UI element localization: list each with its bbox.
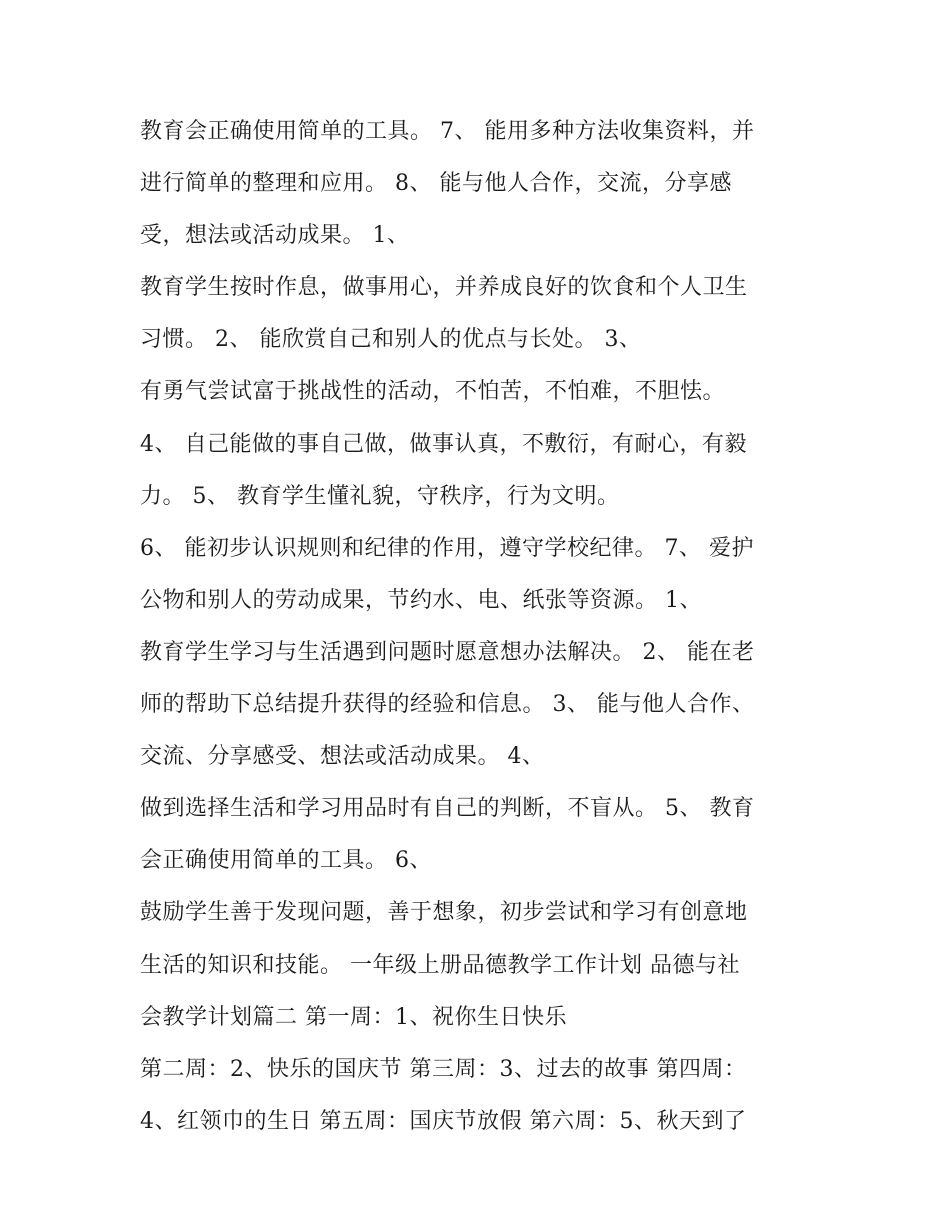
text-line: 习惯。 2、 能欣赏自己和别人的优点与长处。 3、 [140, 327, 642, 353]
text-line: 4、 自己能做的事自己做，做事认真，不敷衍，有耐心，有毅 [140, 431, 747, 457]
text-line: 6、 能初步认识规则和纪律的作用，遵守学校纪律。 7、 爱护 [140, 535, 754, 561]
text-line: 公物和别人的劳动成果，节约水、电、纸张等资源。 1、 [140, 587, 702, 613]
text-line: 力。 5、 教育学生懂礼貌，守秩序，行为文明。 [140, 483, 620, 509]
text-line: 交流、分享感受、想法或活动成果。 4、 [140, 744, 545, 770]
text-line: 教育学生学习与生活遇到问题时愿意想办法解决。 2、 能在老 [140, 639, 755, 665]
text-line: 会教学计划篇二 第一周：1、祝你生日快乐 [140, 1004, 567, 1030]
text-line: 受，想法或活动成果。 1、 [140, 223, 410, 249]
text-line: 鼓励学生善于发现问题，善于想象，初步尝试和学习有创意地 [140, 900, 748, 926]
text-line: 做到选择生活和学习用品时有自己的判断，不盲从。 5、 教育 [140, 796, 755, 822]
text-line: 会正确使用简单的工具。 6、 [140, 848, 432, 874]
text-line: 教育会正确使用简单的工具。 7、 能用多种方法收集资料，并 [140, 119, 755, 144]
text-line: 4、红领巾的生日 第五周：国庆节放假 第六周：5、秋天到了 [140, 1108, 747, 1134]
text-line: 有勇气尝试富于挑战性的活动，不怕苦，不怕难，不胆怯。 [140, 379, 726, 405]
text-line: 师的帮助下总结提升获得的经验和信息。 3、 能与他人合作、 [140, 692, 755, 718]
text-line: 进行简单的整理和应用。 8、 能与他人合作，交流，分享感 [140, 171, 732, 197]
text-line: 生活的知识和技能。 一年级上册品德教学工作计划 品德与社 [140, 952, 740, 978]
text-line: 教育学生按时作息，做事用心，并养成良好的饮食和个人卫生 [140, 275, 748, 301]
text-line: 第二周：2、快乐的国庆节 第三周：3、过去的故事 第四周： [140, 1056, 747, 1082]
body-text [140, 106, 830, 1148]
